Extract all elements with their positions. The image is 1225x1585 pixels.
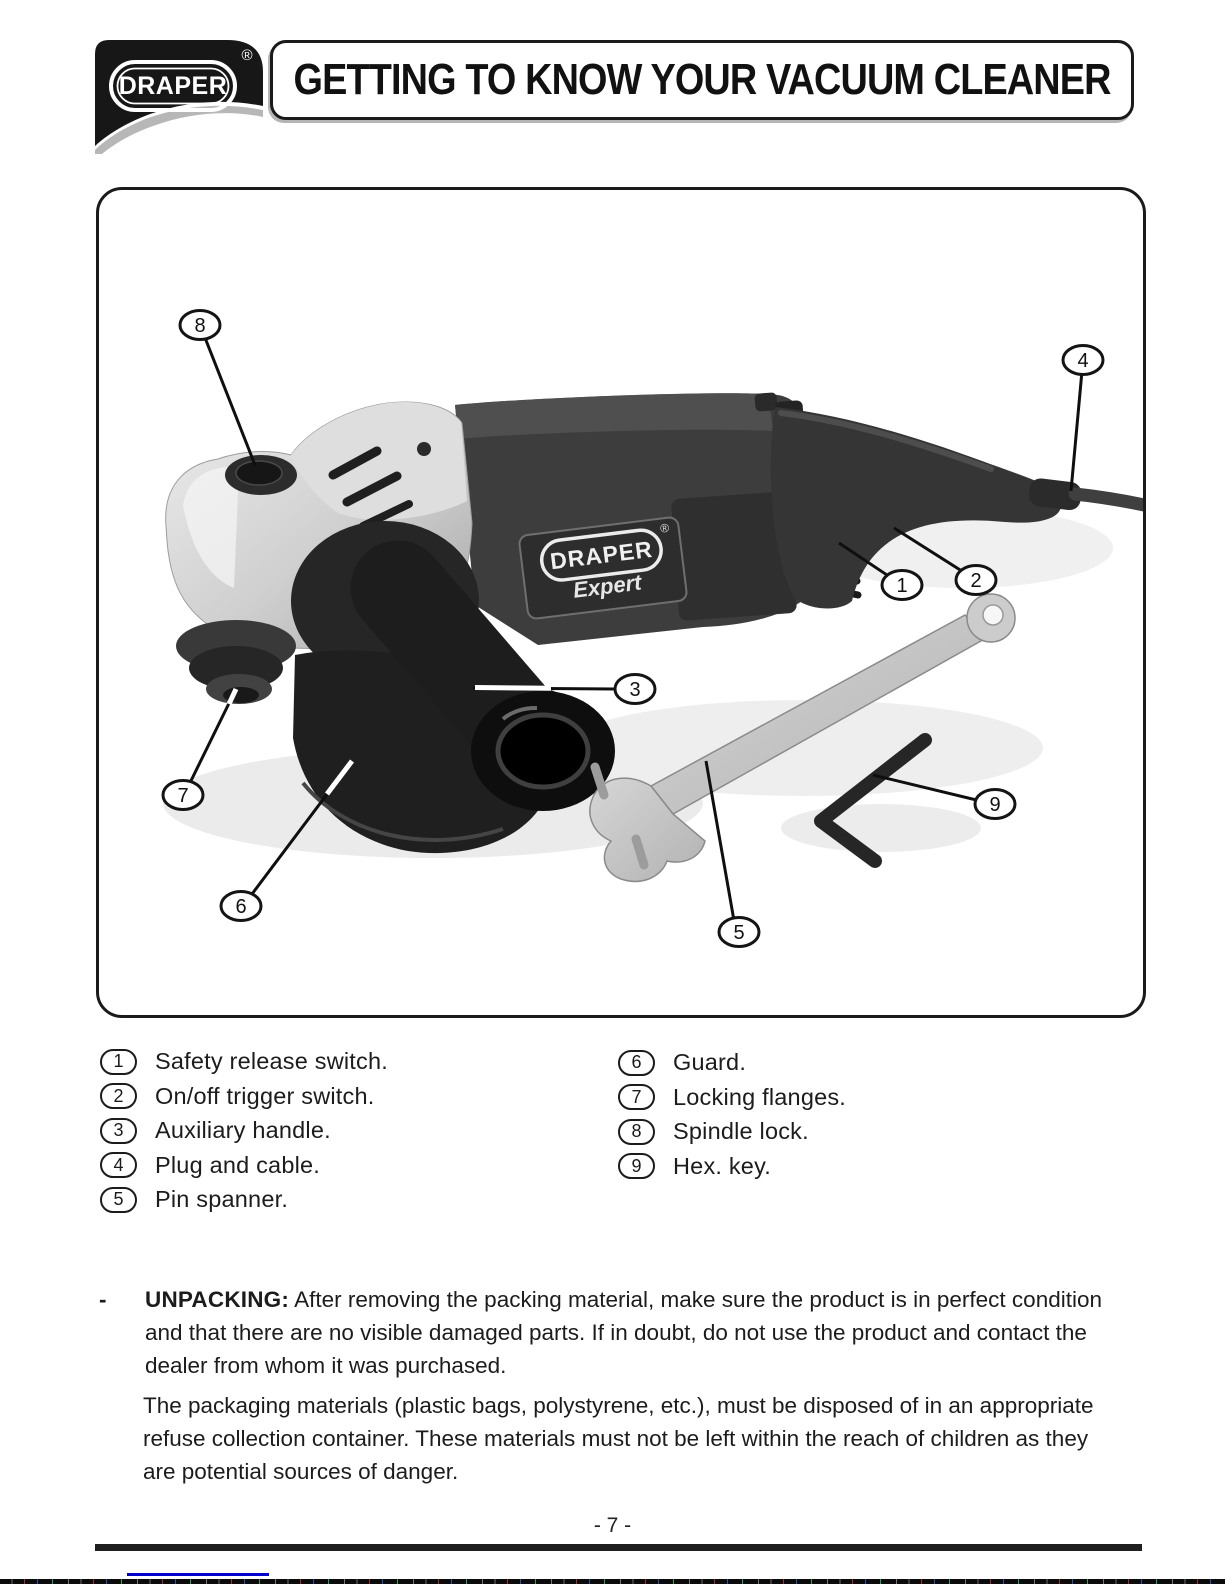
callout-6: [221, 892, 261, 921]
item-number: 6: [618, 1050, 655, 1076]
svg-text:6: 6: [235, 896, 247, 918]
list-item: [618, 1049, 1088, 1076]
list-item: [100, 1083, 570, 1110]
shadow: [781, 804, 981, 852]
item-label: Guard.: [673, 1049, 747, 1075]
unpacking-paragraph-1: [145, 1283, 1105, 1382]
item-label: Auxiliary handle.: [155, 1117, 331, 1143]
footer-blue-line: [127, 1573, 269, 1576]
list-item: [618, 1153, 1088, 1180]
item-label: Safety release switch.: [155, 1048, 388, 1074]
parts-list-left: [100, 1048, 570, 1221]
list-item: [618, 1084, 1088, 1111]
tool-brand-sub-text: Expert: [571, 569, 643, 603]
item-label: Plug and cable.: [155, 1151, 321, 1178]
leader-line-4: [1071, 360, 1083, 491]
list-item: [100, 1186, 570, 1213]
svg-text:1: 1: [896, 575, 908, 597]
spindle-lock-button-cap: [236, 461, 282, 485]
svg-text:9: 9: [989, 794, 1001, 816]
item-number: 7: [618, 1084, 655, 1110]
power-cable: [1075, 494, 1143, 505]
unpacking-text-2: The packaging materials (plastic bags, polystyrene, etc.), must be disposed of in an appropriate refuse collection container. These materials must not be left within the reach of children as they are potential sources of danger.: [143, 1393, 1094, 1484]
parts-list-right: [618, 1049, 1088, 1187]
unpacking-dash: -: [99, 1287, 107, 1312]
figure-box: [96, 187, 1146, 1018]
svg-text:3: 3: [629, 679, 641, 701]
callout-7: [163, 781, 203, 810]
svg-text:5: 5: [733, 922, 745, 944]
page-title-box: [270, 40, 1134, 120]
callout-1: [882, 571, 922, 600]
item-number: 4: [100, 1152, 137, 1178]
callout-5: [719, 918, 759, 947]
leader-line-8: [200, 325, 255, 465]
svg-text:8: 8: [194, 315, 206, 337]
unpacking-body: [145, 1283, 1105, 1488]
tool-brand-registered: ®: [659, 520, 670, 536]
item-label: Pin spanner.: [155, 1186, 289, 1212]
footer-rule: [95, 1544, 1142, 1551]
item-number: 1: [100, 1049, 137, 1075]
aux-handle-bore: [498, 715, 588, 787]
unpacking-paragraph-2: [143, 1389, 1105, 1488]
head-screw: [417, 442, 431, 456]
item-number: 5: [100, 1187, 137, 1213]
switch-nub: [754, 392, 777, 411]
callout-4: [1063, 346, 1103, 375]
item-number: 8: [618, 1119, 655, 1145]
list-item: [100, 1117, 570, 1144]
list-item: [100, 1152, 570, 1179]
page-number: - 7 -: [593, 1514, 632, 1537]
logo-brand-text: DRAPER: [118, 72, 228, 100]
item-label: Hex. key.: [673, 1152, 772, 1179]
svg-text:2: 2: [970, 570, 982, 592]
item-label: Locking flanges.: [673, 1083, 847, 1110]
callout-3: [615, 675, 655, 704]
item-number: 2: [100, 1083, 137, 1109]
item-label: On/off trigger switch.: [155, 1082, 375, 1109]
grinder-photo: [163, 311, 1143, 947]
tool-brand-badge: [518, 517, 687, 620]
logo-registered-mark: ®: [241, 47, 253, 64]
unpacking-label: UNPACKING:: [145, 1287, 290, 1312]
unpacking-section: [99, 1283, 1102, 1488]
list-item: [100, 1048, 570, 1075]
tool-brand-text: DRAPER: [548, 535, 655, 575]
item-number: 9: [618, 1153, 655, 1179]
draper-logo-badge: [95, 40, 267, 154]
item-number: 3: [100, 1118, 137, 1144]
item-label: Spindle lock.: [673, 1118, 809, 1144]
unpacking-text-1: After removing the packing material, make sure the product is in perfect condition and that there are no visible damaged parts. If in doubt, do not use the product and contact the dealer from whom it was purchased.: [145, 1287, 1102, 1378]
callout-2: [956, 566, 996, 595]
list-item: [618, 1118, 1088, 1145]
svg-text:7: 7: [177, 785, 189, 807]
scan-edge-artifact: [0, 1579, 1225, 1584]
callout-8: [180, 311, 220, 340]
grinder-figure: [99, 190, 1143, 1015]
page-title: GETTING TO KNOW YOUR VACUUM CLEANER: [293, 55, 1111, 104]
svg-text:4: 4: [1077, 350, 1089, 372]
callout-9: [975, 790, 1015, 819]
